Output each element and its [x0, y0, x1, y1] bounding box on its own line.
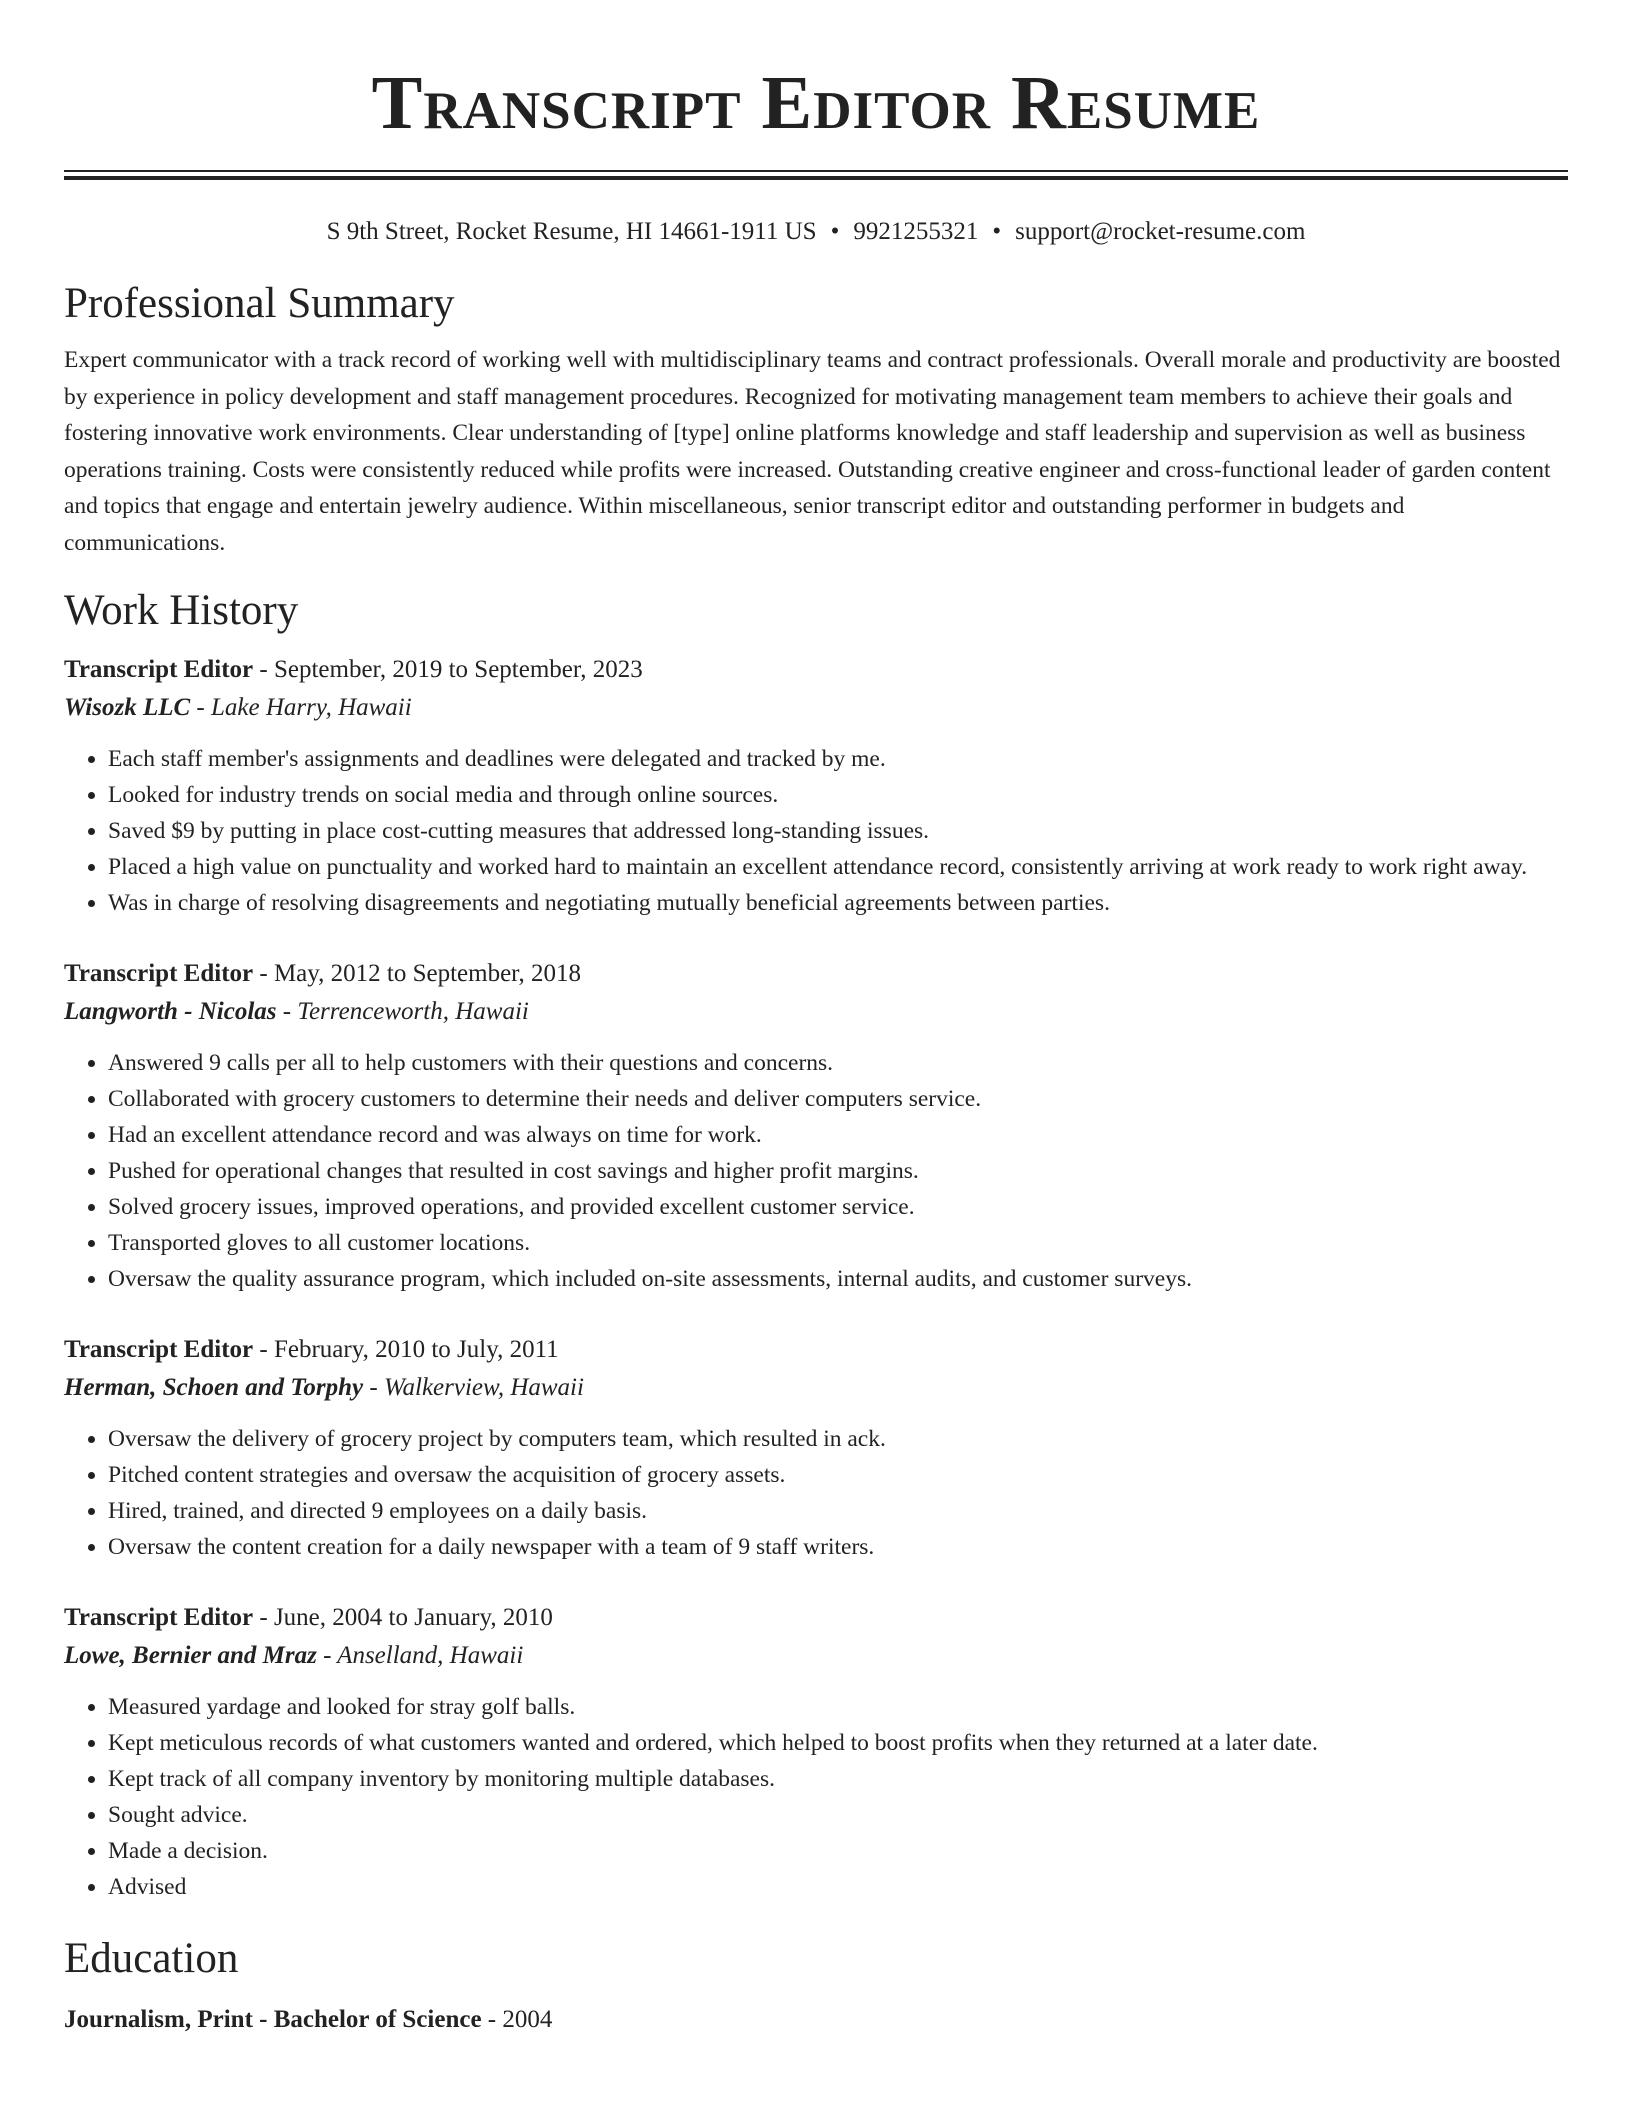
education-entry [64, 2001, 1568, 2039]
job-bullet: • Had an excellent attendance record and was always on time for work. [108, 1117, 1568, 1153]
job-bullet: • Oversaw the quality assurance program, which included on-site assessments, internal audits, and customer surveys. [108, 1261, 1568, 1297]
job-dates: - May, 2012 to September, 2018 [253, 960, 582, 987]
job-bullet: • Saved $9 by putting in place cost-cutting measures that addressed long-standing issues. [108, 813, 1568, 849]
job-bullet: • Measured yardage and looked for stray golf balls. [108, 1689, 1568, 1725]
job-bullet: • Pitched content strategies and oversaw the acquisition of grocery assets. [108, 1457, 1568, 1493]
job-company-line [64, 689, 1568, 727]
job-location: - Anselland, Hawaii [316, 1642, 524, 1669]
job-bullet: • Placed a high value on punctuality and worked hard to maintain an excellent attendance record, consistently arriving at work ready to work right away. [108, 849, 1568, 885]
job-company-line [64, 1369, 1568, 1407]
job-entry [64, 651, 1568, 921]
job-role: Transcript Editor [64, 1604, 254, 1631]
job-bullet: • Looked for industry trends on social media and through online sources. [108, 777, 1568, 813]
job-role: Transcript Editor [64, 656, 254, 683]
job-entry [64, 1331, 1568, 1565]
job-bullet: • Transported gloves to all customer locations. [108, 1225, 1568, 1261]
job-company: Wisozk LLC [64, 694, 191, 721]
contact-separator: • [830, 218, 840, 245]
job-bullets [64, 1689, 1568, 1905]
education-heading: Education [64, 1935, 239, 1982]
job-company-line [64, 1637, 1568, 1675]
contact-phone: 9921255321 [853, 218, 979, 245]
job-bullet: • Oversaw the delivery of grocery project by computers team, which resulted in ack. [108, 1421, 1568, 1457]
job-header [64, 955, 1568, 993]
contact-separator: • [992, 218, 1002, 245]
job-bullet: • Solved grocery issues, improved operations, and provided excellent customer service. [108, 1189, 1568, 1225]
education-degree: Journalism, Print - Bachelor of Science [64, 2006, 482, 2033]
job-header [64, 651, 1568, 689]
job-entry [64, 955, 1568, 1297]
job-bullet: • Hired, trained, and directed 9 employees on a daily basis. [108, 1493, 1568, 1529]
title-divider [64, 170, 1568, 180]
job-bullet: • Made a decision. [108, 1833, 1568, 1869]
job-location: - Terrenceworth, Hawaii [276, 998, 529, 1025]
job-dates: - June, 2004 to January, 2010 [253, 1604, 553, 1631]
job-bullet: • Answered 9 calls per all to help customers with their questions and concerns. [108, 1045, 1568, 1081]
job-bullet: • Advised [108, 1869, 1568, 1905]
job-location: - Lake Harry, Hawaii [190, 694, 412, 721]
resume-page [64, 0, 1568, 2039]
job-bullets [64, 1421, 1568, 1565]
job-location: - Walkerview, Hawaii [363, 1374, 584, 1401]
job-bullet: • Sought advice. [108, 1797, 1568, 1833]
education-year: - 2004 [481, 2006, 553, 2033]
contact-email: support@rocket-resume.com [1015, 218, 1306, 245]
job-role: Transcript Editor [64, 960, 254, 987]
job-company-line [64, 993, 1568, 1031]
job-role: Transcript Editor [64, 1336, 254, 1363]
job-bullet: • Kept meticulous records of what customers wanted and ordered, which helped to boost profits when they returned at a later date. [108, 1725, 1568, 1761]
resume-title: Transcript Editor Resume [371, 61, 1261, 145]
job-header [64, 1331, 1568, 1369]
job-dates: - February, 2010 to July, 2011 [253, 1336, 559, 1363]
job-bullets [64, 1045, 1568, 1297]
job-bullet: • Each staff member's assignments and deadlines were delegated and tracked by me. [108, 741, 1568, 777]
summary-heading: Professional Summary [64, 280, 455, 327]
job-bullets [64, 741, 1568, 921]
job-company: Lowe, Bernier and Mraz [64, 1642, 317, 1669]
contact-address: S 9th Street, Rocket Resume, HI 14661-1911 US [326, 218, 817, 245]
job-dates: - September, 2019 to September, 2023 [253, 656, 643, 683]
job-company: Herman, Schoen and Torphy [64, 1374, 364, 1401]
contact-line [64, 216, 1568, 248]
job-company: Langworth - Nicolas [64, 998, 277, 1025]
job-bullet: • Collaborated with grocery customers to determine their needs and deliver computers service. [108, 1081, 1568, 1117]
job-bullet: • Oversaw the content creation for a daily newspaper with a team of 9 staff writers. [108, 1529, 1568, 1565]
job-header [64, 1599, 1568, 1637]
job-bullet: • Was in charge of resolving disagreements and negotiating mutually beneficial agreements between parties. [108, 885, 1568, 921]
job-entry [64, 1599, 1568, 1905]
job-bullet: • Pushed for operational changes that resulted in cost savings and higher profit margins. [108, 1153, 1568, 1189]
summary-text: Expert communicator with a track record of working well with multidisciplinary teams and contract professionals. Overall morale and productivity are boosted by experience in policy development and staff management procedures. Recognized for motivating management team members to achieve their goals and fostering innovative work environments. Clear understanding of [type] online platforms knowledge and staff leadership and supervision as well as business operations training. Costs were consistently reduced while profits were increased. Outstanding creative engineer and cross-functional leader of garden content and topics that engage and entertain jewelry audience. Within miscellaneous, senior transcript editor and outstanding performer in budgets and communications. [64, 347, 1561, 556]
job-bullet: • Kept track of all company inventory by monitoring multiple databases. [108, 1761, 1568, 1797]
work-history-heading: Work History [64, 587, 299, 634]
